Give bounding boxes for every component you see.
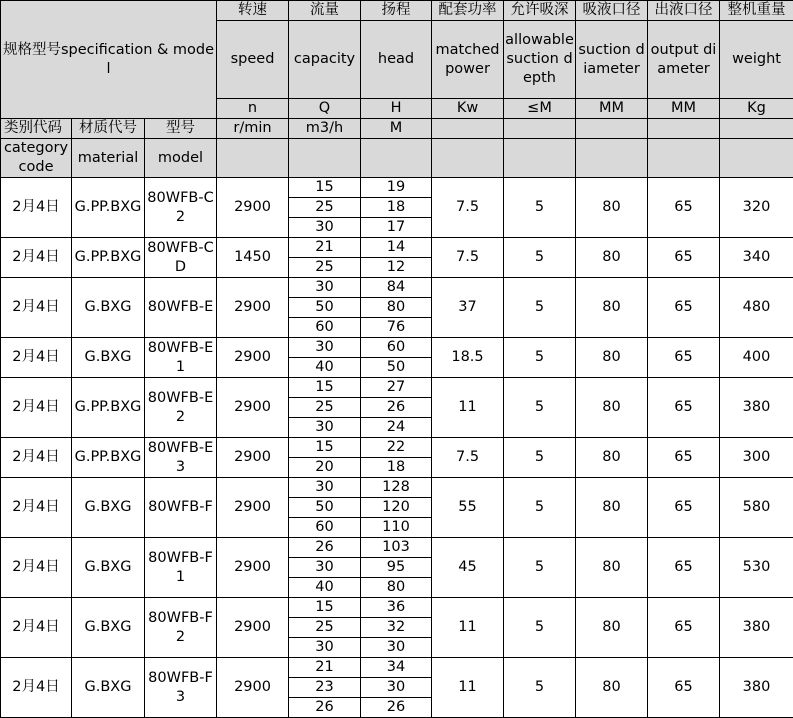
material-cell: G.PP.BXG [72,438,145,478]
suction-depth-cell: 5 [504,658,576,718]
sub-blank [720,139,793,178]
power-cell: 18.5 [432,338,504,378]
col-cn-capacity: 流量 [289,1,361,21]
suction-diameter-cell: 80 [576,438,648,478]
material-cell: G.BXG [72,538,145,598]
table-row [1,178,793,198]
capacity-cell: 25 [289,398,361,418]
suction-diameter-cell: 80 [576,658,648,718]
spec-model-header: 规格型号specification & model [1,1,217,119]
head-cell: 18 [361,458,432,478]
material-cell: G.PP.BXG [72,178,145,238]
sub-blank [289,139,361,178]
sub-blank [720,119,793,139]
table-row [1,378,793,398]
head-cell: 26 [361,398,432,418]
sub-blank [432,119,504,139]
capacity-cell: 50 [289,298,361,318]
head-cell: 80 [361,298,432,318]
head-cell: 128 [361,478,432,498]
head-cell: 24 [361,418,432,438]
head-cell: 95 [361,558,432,578]
category-cell: 2月4日 [1,278,72,338]
sub-unit-head: M [361,119,432,139]
model-cell: 80WFB-F1 [145,538,217,598]
head-cell: 80 [361,578,432,598]
weight-cell: 380 [720,378,793,438]
unit-speed: n [217,99,289,119]
material-cell: G.BXG [72,338,145,378]
capacity-cell: 20 [289,458,361,478]
speed-cell: 2900 [217,598,289,658]
col-en-capacity: capacity [289,21,361,99]
power-cell: 11 [432,658,504,718]
category-cell: 2月4日 [1,658,72,718]
table-row [1,478,793,498]
power-cell: 55 [432,478,504,538]
suction-depth-cell: 5 [504,238,576,278]
suction-diameter-cell: 80 [576,278,648,338]
capacity-cell: 26 [289,538,361,558]
category-cell: 2月4日 [1,478,72,538]
table-row [1,238,793,258]
model-cell: 80WFB-F [145,478,217,538]
output-diameter-cell: 65 [648,338,720,378]
material-cell: G.BXG [72,658,145,718]
col-cn-output: 出液口径 [648,1,720,21]
table-row [1,598,793,618]
table-row [1,538,793,558]
suction-depth-cell: 5 [504,478,576,538]
unit-power: Kw [432,99,504,119]
capacity-cell: 50 [289,498,361,518]
weight-cell: 400 [720,338,793,378]
sub-en-material: material [72,139,145,178]
power-cell: 11 [432,598,504,658]
suction-diameter-cell: 80 [576,378,648,438]
category-cell: 2月4日 [1,538,72,598]
suction-diameter-cell: 80 [576,538,648,598]
power-cell: 11 [432,378,504,438]
head-cell: 30 [361,638,432,658]
col-cn-speed: 转速 [217,1,289,21]
capacity-cell: 30 [289,338,361,358]
head-cell: 14 [361,238,432,258]
unit-weight: Kg [720,99,793,119]
capacity-cell: 23 [289,678,361,698]
capacity-cell: 30 [289,478,361,498]
col-cn-head: 扬程 [361,1,432,21]
model-cell: 80WFB-F2 [145,598,217,658]
suction-diameter-cell: 80 [576,178,648,238]
speed-cell: 2900 [217,478,289,538]
capacity-cell: 40 [289,578,361,598]
weight-cell: 530 [720,538,793,598]
power-cell: 7.5 [432,438,504,478]
weight-cell: 340 [720,238,793,278]
output-diameter-cell: 65 [648,598,720,658]
sub-en-model: model [145,139,217,178]
suction-diameter-cell: 80 [576,338,648,378]
head-cell: 30 [361,678,432,698]
model-cell: 80WFB-E1 [145,338,217,378]
unit-capacity: Q [289,99,361,119]
unit-head: H [361,99,432,119]
suction-depth-cell: 5 [504,178,576,238]
model-cell: 80WFB-F3 [145,658,217,718]
head-cell: 120 [361,498,432,518]
material-cell: G.BXG [72,478,145,538]
sub-blank [648,139,720,178]
sub-blank [504,119,576,139]
col-en-suction: suction diameter [576,21,648,99]
category-cell: 2月4日 [1,438,72,478]
power-cell: 7.5 [432,238,504,278]
model-cell: 80WFB-C2 [145,178,217,238]
model-cell: 80WFB-E3 [145,438,217,478]
capacity-cell: 30 [289,558,361,578]
suction-diameter-cell: 80 [576,238,648,278]
capacity-cell: 30 [289,218,361,238]
capacity-cell: 25 [289,258,361,278]
weight-cell: 380 [720,598,793,658]
head-cell: 34 [361,658,432,678]
sub-cn-category: 类别代码 [1,119,72,139]
sub-blank [432,139,504,178]
speed-cell: 2900 [217,658,289,718]
output-diameter-cell: 65 [648,238,720,278]
col-en-power: matched power [432,21,504,99]
head-cell: 17 [361,218,432,238]
head-cell: 103 [361,538,432,558]
output-diameter-cell: 65 [648,658,720,718]
col-cn-suction: 吸液口径 [576,1,648,21]
output-diameter-cell: 65 [648,178,720,238]
capacity-cell: 30 [289,418,361,438]
sub-blank [217,139,289,178]
output-diameter-cell: 65 [648,378,720,438]
head-cell: 32 [361,618,432,638]
suction-depth-cell: 5 [504,278,576,338]
capacity-cell: 25 [289,198,361,218]
speed-cell: 2900 [217,378,289,438]
capacity-cell: 15 [289,378,361,398]
category-cell: 2月4日 [1,598,72,658]
capacity-cell: 21 [289,658,361,678]
sub-blank [576,119,648,139]
output-diameter-cell: 65 [648,438,720,478]
head-cell: 110 [361,518,432,538]
head-cell: 19 [361,178,432,198]
col-en-head: head [361,21,432,99]
col-cn-weight: 整机重量 [720,1,793,21]
capacity-cell: 15 [289,438,361,458]
speed-cell: 2900 [217,338,289,378]
sub-en-category: category code [1,139,72,178]
unit-suction: MM [576,99,648,119]
category-cell: 2月4日 [1,338,72,378]
sub-blank [361,139,432,178]
col-en-speed: speed [217,21,289,99]
unit-output: MM [648,99,720,119]
capacity-cell: 25 [289,618,361,638]
capacity-cell: 26 [289,698,361,718]
speed-cell: 1450 [217,238,289,278]
head-cell: 76 [361,318,432,338]
suction-depth-cell: 5 [504,538,576,598]
head-cell: 50 [361,358,432,378]
capacity-cell: 60 [289,318,361,338]
suction-depth-cell: 5 [504,378,576,438]
weight-cell: 320 [720,178,793,238]
weight-cell: 580 [720,478,793,538]
capacity-cell: 15 [289,178,361,198]
sub-cn-model: 型号 [145,119,217,139]
suction-depth-cell: 5 [504,338,576,378]
head-cell: 36 [361,598,432,618]
head-cell: 12 [361,258,432,278]
sub-blank [648,119,720,139]
head-cell: 27 [361,378,432,398]
head-cell: 60 [361,338,432,358]
category-cell: 2月4日 [1,238,72,278]
capacity-cell: 30 [289,278,361,298]
speed-cell: 2900 [217,278,289,338]
sub-unit-capacity: m3/h [289,119,361,139]
weight-cell: 380 [720,658,793,718]
col-en-weight: weight [720,21,793,99]
table-row [1,658,793,678]
table-row [1,438,793,458]
model-cell: 80WFB-E [145,278,217,338]
head-cell: 84 [361,278,432,298]
speed-cell: 2900 [217,438,289,478]
material-cell: G.PP.BXG [72,238,145,278]
suction-diameter-cell: 80 [576,478,648,538]
head-cell: 22 [361,438,432,458]
output-diameter-cell: 65 [648,278,720,338]
material-cell: G.BXG [72,598,145,658]
capacity-cell: 21 [289,238,361,258]
col-en-depth: allowable suction depth [504,21,576,99]
weight-cell: 480 [720,278,793,338]
capacity-cell: 30 [289,638,361,658]
speed-cell: 2900 [217,538,289,598]
speed-cell: 2900 [217,178,289,238]
model-cell: 80WFB-E2 [145,378,217,438]
output-diameter-cell: 65 [648,478,720,538]
sub-blank [576,139,648,178]
material-cell: G.PP.BXG [72,378,145,438]
weight-cell: 300 [720,438,793,478]
head-cell: 26 [361,698,432,718]
table-row [1,338,793,358]
sub-unit-speed: r/min [217,119,289,139]
material-cell: G.BXG [72,278,145,338]
model-cell: 80WFB-CD [145,238,217,278]
power-cell: 45 [432,538,504,598]
table-row [1,278,793,298]
suction-depth-cell: 5 [504,438,576,478]
col-cn-power: 配套功率 [432,1,504,21]
col-cn-depth: 允许吸深 [504,1,576,21]
sub-blank [504,139,576,178]
category-cell: 2月4日 [1,178,72,238]
head-cell: 18 [361,198,432,218]
suction-depth-cell: 5 [504,598,576,658]
capacity-cell: 40 [289,358,361,378]
col-en-output: output diameter [648,21,720,99]
category-cell: 2月4日 [1,378,72,438]
power-cell: 37 [432,278,504,338]
suction-diameter-cell: 80 [576,598,648,658]
unit-depth: ≤M [504,99,576,119]
power-cell: 7.5 [432,178,504,238]
sub-cn-material: 材质代号 [72,119,145,139]
output-diameter-cell: 65 [648,538,720,598]
capacity-cell: 15 [289,598,361,618]
capacity-cell: 60 [289,518,361,538]
